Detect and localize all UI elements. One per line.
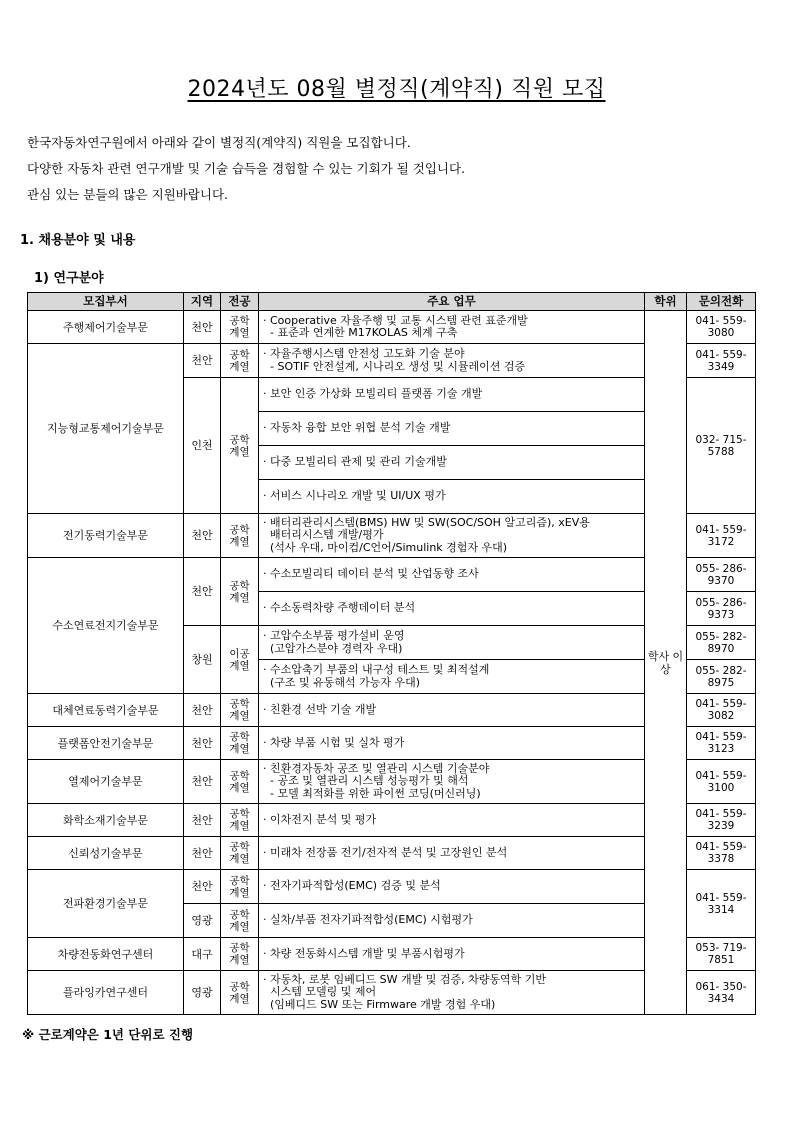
duty-line: · 친환경 선박 기술 개발 xyxy=(263,702,377,716)
phone-cell: 041- 559-3172 xyxy=(687,514,756,558)
major-cell: 공학 계열 xyxy=(221,904,259,938)
region-cell: 천안 xyxy=(184,870,221,904)
region-cell: 천안 xyxy=(184,760,221,804)
header-region: 지역 xyxy=(184,293,221,311)
phone-cell: 041- 559-3100 xyxy=(687,760,756,804)
dept-cell: 플랫폼안전기술부문 xyxy=(28,727,184,760)
duty-cell xyxy=(259,558,645,592)
duty-line: · 미래차 전장품 전기/전자적 분석 및 고장원인 분석 xyxy=(263,845,508,859)
region-cell: 창원 xyxy=(184,626,221,694)
region-cell: 천안 xyxy=(184,558,221,626)
phone-cell: 055- 282-8970 xyxy=(687,626,756,660)
major-cell: 공학 계열 xyxy=(221,971,259,1015)
phone-cell: 032- 715-5788 xyxy=(687,378,756,514)
region-cell: 천안 xyxy=(184,514,221,558)
duty-line: · Cooperative 자율주행 및 교통 시스템 관련 표준개발 xyxy=(263,313,528,327)
duty-line: · 친환경자동차 공조 및 열관리 시스템 기술분야 xyxy=(263,761,490,775)
duty-cell xyxy=(259,870,645,904)
page-title xyxy=(0,72,793,103)
duty-line: · 자동차 융합 보안 위협 분석 기술 개발 xyxy=(263,421,451,435)
major-cell: 공학 계열 xyxy=(221,694,259,727)
footnote: ※ 근로계약은 1년 단위로 진행 xyxy=(22,1027,194,1042)
duty-line: - 공조 및 열관리 시스템 성능평가 및 해석 xyxy=(263,774,469,788)
duty-cell xyxy=(259,727,645,760)
duty-line: (고압가스분야 경력자 우대) xyxy=(263,641,403,655)
dept-cell: 주행제어기술부문 xyxy=(28,311,184,344)
duty-line: · 수소동력차량 주행데이터 분석 xyxy=(263,601,416,615)
major-cell: 공학 계열 xyxy=(221,870,259,904)
phone-cell: 041- 559-3123 xyxy=(687,727,756,760)
region-cell: 영광 xyxy=(184,971,221,1015)
duty-line: (구조 및 유동해석 가능자 우대) xyxy=(263,675,421,689)
region-cell: 천안 xyxy=(184,694,221,727)
duty-cell xyxy=(259,344,645,378)
duty-line: - SOTIF 안전설계, 시나리오 생성 및 시뮬레이션 검증 xyxy=(263,359,526,373)
duty-cell xyxy=(259,760,645,804)
degree-text: 학사 이상 xyxy=(647,649,684,676)
duty-cell xyxy=(259,626,645,660)
phone-cell: 055- 286-9373 xyxy=(687,592,756,626)
table-header-row xyxy=(28,293,756,311)
duty-line: · 수소압축기 부품의 내구성 테스트 및 최적설계 xyxy=(263,663,490,676)
duty-cell xyxy=(259,971,645,1015)
duty-line: · 실차/부품 전자기파적합성(EMC) 시험평가 xyxy=(263,913,473,927)
intro-text xyxy=(27,130,465,208)
major-cell: 공학 계열 xyxy=(221,938,259,971)
region-cell: 영광 xyxy=(184,904,221,938)
duty-line: 배터리시스템 개발/평가 xyxy=(263,528,384,542)
header-duty: 주요 업무 xyxy=(259,293,645,311)
duty-cell xyxy=(259,938,645,971)
phone-cell: 061- 350-3434 xyxy=(687,971,756,1015)
dept-cell: 전파환경기술부문 xyxy=(28,870,184,938)
major-cell: 공학 계열 xyxy=(221,837,259,870)
degree-cell xyxy=(645,311,687,1015)
page-title-text: 2024년도 08월 별정직(계약직) 직원 모집 xyxy=(187,77,606,102)
duty-line: · 고압수소부품 평가설비 운영 xyxy=(263,629,405,642)
major-cell: 공학 계열 xyxy=(221,378,259,514)
phone-cell: 055- 282-8975 xyxy=(687,660,756,694)
duty-cell xyxy=(259,837,645,870)
region-cell: 천안 xyxy=(184,344,221,378)
dept-cell: 지능형교통제어기술부문 xyxy=(28,344,184,514)
duty-cell xyxy=(259,378,645,412)
header-degree: 학위 xyxy=(645,293,687,311)
table-row xyxy=(28,311,756,344)
dept-cell: 화학소재기술부문 xyxy=(28,804,184,837)
phone-cell: 041- 559-3378 xyxy=(687,837,756,870)
duty-cell xyxy=(259,904,645,938)
duty-cell xyxy=(259,480,645,514)
dept-cell: 차량전동화연구센터 xyxy=(28,938,184,971)
intro-line: 한국자동차연구원에서 아래와 같이 별정직(계약직) 직원을 모집합니다. xyxy=(27,135,411,150)
recruitment-table xyxy=(27,292,756,1015)
header-phone: 문의전화 xyxy=(687,293,756,311)
region-cell: 천안 xyxy=(184,837,221,870)
major-cell: 공학 계열 xyxy=(221,344,259,378)
duty-line: 시스템 모델링 및 제어 xyxy=(263,985,377,999)
major-cell: 공학 계열 xyxy=(221,311,259,344)
duty-line: - 표준과 연계한 M17KOLAS 체계 구축 xyxy=(263,326,458,339)
phone-cell: 041- 559-3239 xyxy=(687,804,756,837)
region-cell: 천안 xyxy=(184,311,221,344)
dept-cell: 플라잉카연구센터 xyxy=(28,971,184,1015)
region-cell: 대구 xyxy=(184,938,221,971)
duty-line: (석사 우대, 마이컴/C언어/Simulink 경험자 우대) xyxy=(263,540,508,554)
major-cell: 공학 계열 xyxy=(221,514,259,558)
duty-line: · 차량 전동화시스템 개발 및 부품시험평가 xyxy=(263,946,465,960)
duty-line: · 배터리관리시스템(BMS) HW 및 SW(SOC/SOH 알고리즘), xEV용 xyxy=(263,515,590,529)
major-cell: 이공 계열 xyxy=(221,626,259,694)
duty-cell xyxy=(259,592,645,626)
dept-cell: 대체연료동력기술부문 xyxy=(28,694,184,727)
duty-cell xyxy=(259,694,645,727)
subsection-heading: 1) 연구분야 xyxy=(34,271,104,286)
dept-cell: 신뢰성기술부문 xyxy=(28,837,184,870)
duty-line: · 서비스 시나리오 개발 및 UI/UX 평가 xyxy=(263,489,446,503)
phone-cell: 041- 559-3314 xyxy=(687,870,756,938)
duty-cell xyxy=(259,412,645,446)
section-heading: 1. 채용분야 및 내용 xyxy=(20,233,136,248)
duty-line: - 모델 최적화를 위한 파이썬 코딩(머신러닝) xyxy=(263,786,481,800)
intro-line: 관심 있는 분들의 많은 지원바랍니다. xyxy=(27,187,228,202)
duty-cell xyxy=(259,446,645,480)
major-cell: 공학 계열 xyxy=(221,727,259,760)
header-dept: 모집부서 xyxy=(28,293,184,311)
duty-cell xyxy=(259,660,645,694)
phone-cell: 041- 559-3349 xyxy=(687,344,756,378)
duty-cell xyxy=(259,311,645,344)
region-cell: 인천 xyxy=(184,378,221,514)
phone-cell: 053- 719-7851 xyxy=(687,938,756,971)
duty-cell xyxy=(259,804,645,837)
region-cell: 천안 xyxy=(184,727,221,760)
duty-cell xyxy=(259,514,645,558)
region-cell: 천안 xyxy=(184,804,221,837)
duty-line: · 자율주행시스템 안전성 고도화 기술 분야 xyxy=(263,347,465,360)
duty-line: · 자동차, 로봇 임베디드 SW 개발 및 검증, 차량동역학 기반 xyxy=(263,972,546,986)
duty-line: · 보안 인증 가상화 모빌리티 플랫폼 기술 개발 xyxy=(263,387,483,401)
dept-cell: 전기동력기술부문 xyxy=(28,514,184,558)
phone-cell: 041- 559-3082 xyxy=(687,694,756,727)
major-cell: 공학 계열 xyxy=(221,804,259,837)
major-cell: 공학 계열 xyxy=(221,760,259,804)
duty-line: · 다중 모빌리티 관제 및 관리 기술개발 xyxy=(263,455,447,469)
duty-line: · 전자기파적합성(EMC) 검증 및 분석 xyxy=(263,879,441,893)
duty-line: · 이차전지 분석 및 평가 xyxy=(263,812,377,826)
intro-line: 다양한 자동차 관련 연구개발 및 기술 습득을 경험할 수 있는 기회가 될 것입니다. xyxy=(27,161,466,176)
duty-line: · 수소모빌리티 데이터 분석 및 산업동향 조사 xyxy=(263,567,479,581)
dept-cell: 열제어기술부문 xyxy=(28,760,184,804)
header-major: 전공 xyxy=(221,293,259,311)
duty-line: · 차량 부품 시험 및 실차 평가 xyxy=(263,735,405,749)
dept-cell: 수소연료전지기술부문 xyxy=(28,558,184,694)
phone-cell: 055- 286-9370 xyxy=(687,558,756,592)
duty-line: (임베디드 SW 또는 Firmware 개발 경험 우대) xyxy=(263,997,496,1011)
phone-cell: 041- 559-3080 xyxy=(687,311,756,344)
major-cell: 공학 계열 xyxy=(221,558,259,626)
